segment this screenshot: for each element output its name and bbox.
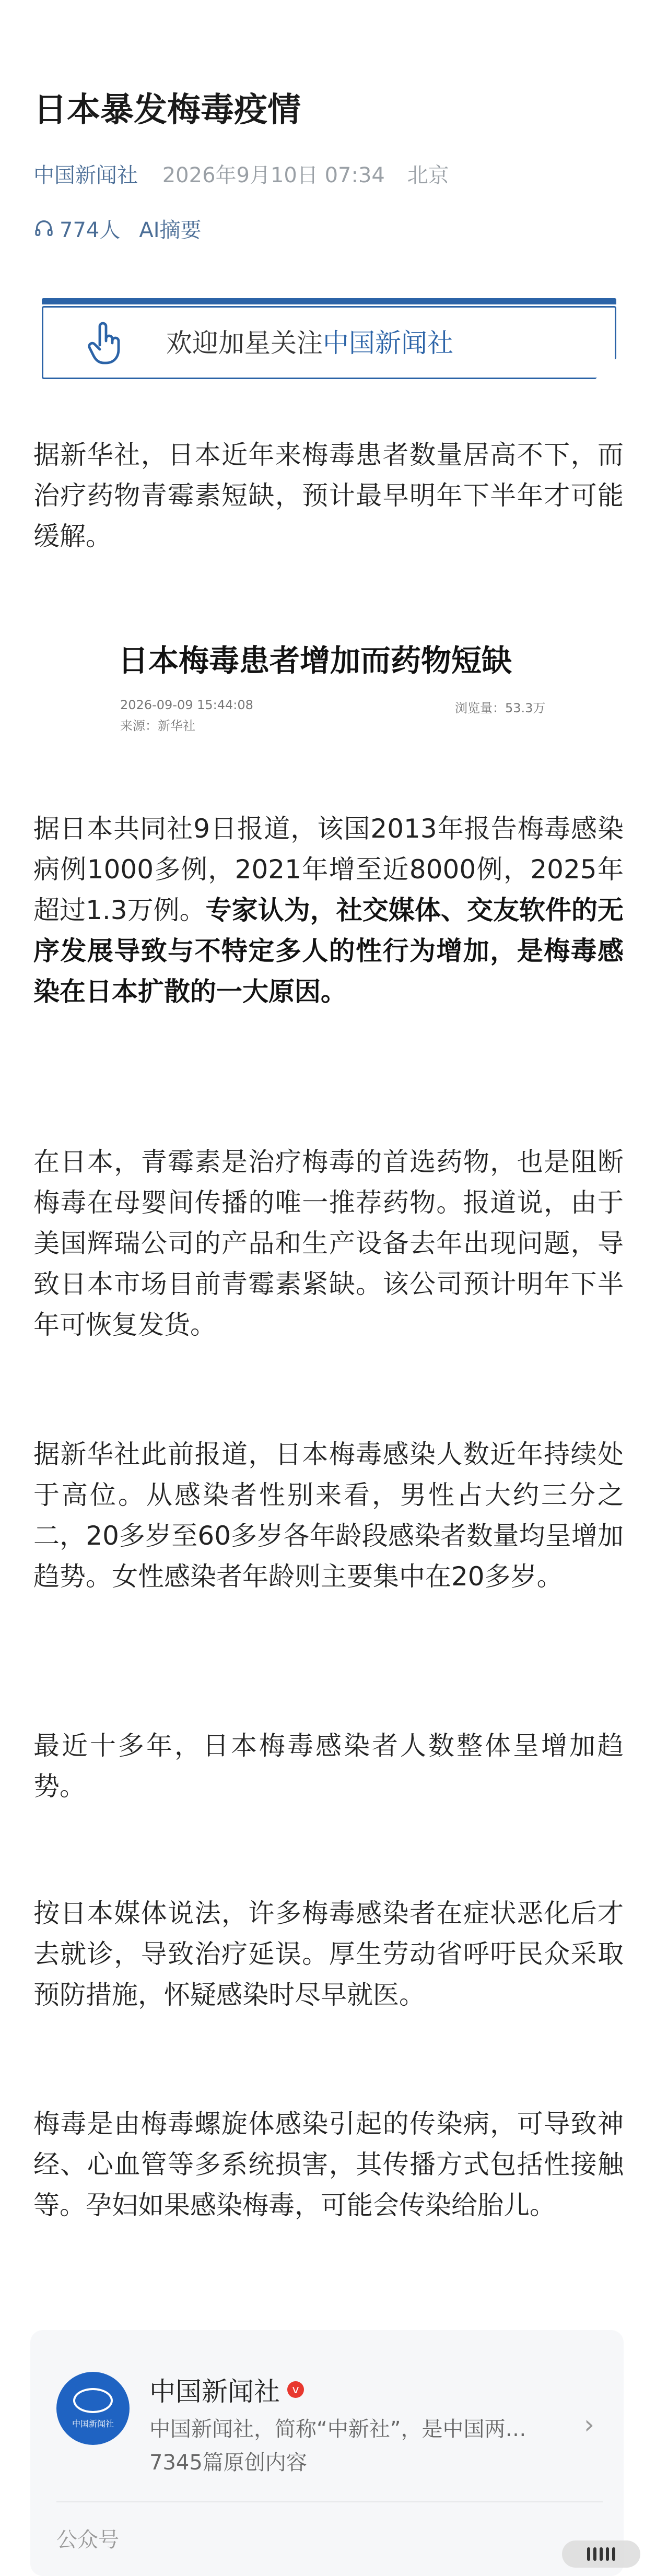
watermark-bars-icon bbox=[562, 2540, 640, 2568]
paragraph-2-text: 据日本共同社9日报道，该国2013年报告梅毒感染病例1000多例，2021年增至近8000例，2025年超过1.3万例。 bbox=[33, 814, 624, 925]
page-title: 日本暴发梅毒疫情 bbox=[33, 91, 301, 130]
card-divider bbox=[56, 2501, 603, 2502]
follow-banner[interactable] bbox=[42, 306, 616, 379]
listeners-count[interactable]: 774人 bbox=[60, 218, 121, 242]
account-avatar bbox=[56, 2372, 130, 2445]
quoted-views: 浏览量：53.3万 bbox=[455, 701, 546, 715]
paragraph-2-emphasis: 专家认为，社交媒体、交友软件的无序发展导致与不特定多人的性行为增加，是梅毒感染在日本扩散的一大原因。 bbox=[33, 895, 624, 1007]
follow-banner-prefix: 欢迎加星关注 bbox=[166, 328, 323, 358]
account-name: 中国新闻社 bbox=[149, 2377, 280, 2407]
quoted-headline: 日本梅毒患者增加而药物短缺 bbox=[118, 643, 512, 678]
article-meta bbox=[33, 163, 449, 188]
paragraph-7: 梅毒是由梅毒螺旋体感染引起的传染病，可导致神经、心血管等多系统损害，其传播方式包括性接触等。孕妇如果感染梅毒，可能会传染给胎儿。 bbox=[33, 2109, 624, 2220]
chevron-right-icon[interactable]: › bbox=[584, 2409, 594, 2440]
article-datetime: 2026年9月10日 07:34 bbox=[162, 163, 385, 187]
verified-badge-icon: v bbox=[287, 2381, 304, 2398]
quoted-article-image bbox=[97, 635, 567, 745]
article-location: 北京 bbox=[407, 163, 449, 187]
ai-summary-button[interactable]: AI摘要 bbox=[139, 218, 202, 242]
paragraph-2 bbox=[33, 808, 624, 1012]
banner-fold-corner bbox=[595, 358, 616, 379]
avatar-logo-text: 中国新闻社 bbox=[72, 2418, 114, 2429]
paragraph-6: 按日本媒体说法，许多梅毒感染者在症状恶化后才去就诊，导致治疗延误。厚生劳动省呼吁民众采取预防措施，怀疑感染时尽早就医。 bbox=[33, 1898, 624, 2010]
headphones-icon[interactable] bbox=[33, 218, 54, 239]
paragraph-4: 据新华社此前报道，日本梅毒感染人数近年持续处于高位。从感染者性别来看，男性占大约三分之二，20多岁至60多岁各年龄段感染者数量均呈增加趋势。女性感染者年龄则主要集中在20多岁。 bbox=[33, 1439, 624, 1592]
listen-row bbox=[33, 213, 202, 243]
quoted-source: 来源：新华社 bbox=[120, 719, 195, 733]
follow-banner-account: 中国新闻社 bbox=[323, 328, 453, 358]
account-description: 中国新闻社，简称“中新社”，是中国两… bbox=[149, 2417, 526, 2441]
account-card[interactable] bbox=[30, 2330, 624, 2576]
globe-icon bbox=[73, 2388, 113, 2413]
paragraph-1: 据新华社，日本近年来梅毒患者数量居高不下，而治疗药物青霉素短缺，预计最早明年下半年才可能缓解。 bbox=[33, 440, 624, 551]
account-article-count: 7345篇原创内容 bbox=[149, 2451, 307, 2475]
paragraph-3: 在日本，青霉素是治疗梅毒的首选药物，也是阻断梅毒在母婴间传播的唯一推荐药物。报道说，由于美国辉瑞公司的产品和生产设备去年出现问题，导致日本市场目前青霉素紧缺。该公司预计明年下半年可恢复发货。 bbox=[33, 1147, 624, 1340]
account-name-row bbox=[149, 2371, 304, 2408]
hand-pointer-icon bbox=[85, 320, 127, 367]
follow-banner-text bbox=[166, 326, 453, 360]
article-source-link[interactable]: 中国新闻社 bbox=[33, 163, 138, 187]
account-type-label: 公众号 bbox=[56, 2528, 119, 2552]
paragraph-5: 最近十多年，日本梅毒感染者人数整体呈增加趋势。 bbox=[33, 1731, 624, 1802]
quoted-date: 2026-09-09 15:44:08 bbox=[120, 698, 253, 712]
